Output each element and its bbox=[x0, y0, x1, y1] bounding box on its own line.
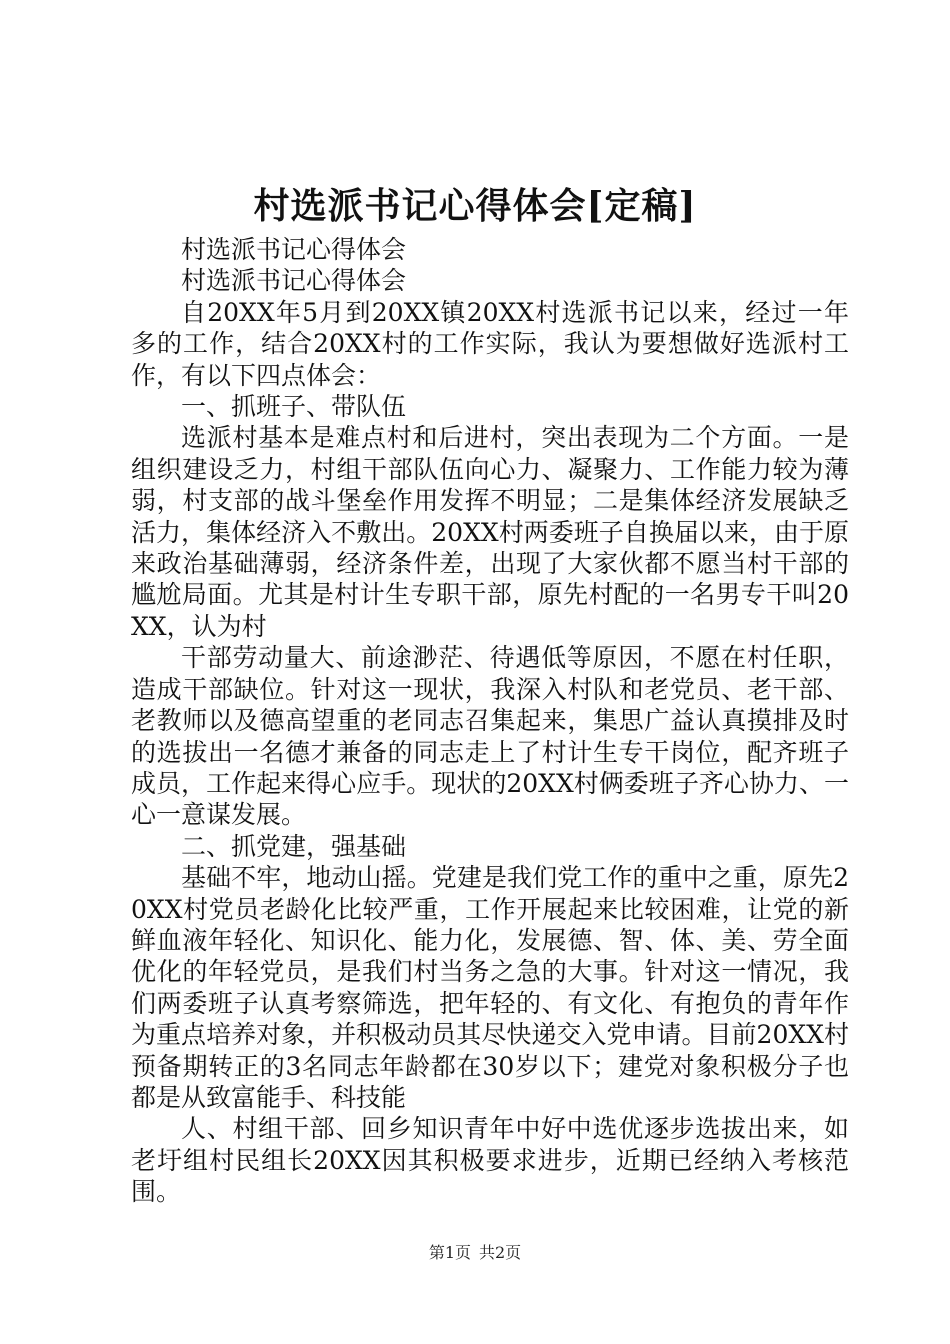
page-number-current: 第1页 bbox=[428, 1243, 471, 1262]
paragraph-section-2-b: 人、村组干部、回乡知识青年中好中选优逐步选拔出来，如老圩组村民组长20XX因其积极要求进步，近期已经纳入考核范围。 bbox=[131, 1114, 849, 1207]
page-footer bbox=[0, 1243, 950, 1263]
paragraph-section-2-a: 基础不牢，地动山摇。党建是我们党工作的重中之重，原先20XX村党员老龄化比较严重，工作开展起来比较困难，让党的新鲜血液年轻化、知识化、能力化，发展德、智、体、美、劳全面优化的年轻党员，是我们村当务之急的大事。针对这一情况，我们两委班子认真考察筛选，把年轻的、有文化、有抱负的青年作为重点培养对象，并积极动员其尽快递交入党申请。目前20XX村预备期转正的3名同志年龄都在30岁以下；建党对象积极分子也都是从致富能手、科技能 bbox=[131, 863, 849, 1112]
page-number-total: 共2页 bbox=[479, 1243, 522, 1262]
section-heading-2: 二、抓党建，强基础 bbox=[181, 831, 407, 861]
paragraph-intro: 自20XX年5月到20XX镇20XX村选派书记以来，经过一年多的工作，结合20XX村的工作实际，我认为要想做好选派村工作，有以下四点体会： bbox=[131, 297, 849, 390]
paragraph-section-1-b: 干部劳动量大、前途渺茫、待遇低等原因，不愿在村任职，造成干部缺位。针对这一现状，我深入村队和老党员、老干部、老教师以及德高望重的老同志召集起来，集思广益认真摸排及时的选拔出一名德才兼备的同志走上了村计生专干岗位，配齐班子成员，工作起来得心应手。现状的20XX村俩委班子齐心协力、一心一意谋发展。 bbox=[131, 643, 849, 830]
document-title: 村选派书记心得体会[定稿] bbox=[253, 185, 697, 227]
paragraph-subtitle-2: 村选派书记心得体会 bbox=[181, 266, 407, 296]
paragraph-subtitle-1: 村选派书记心得体会 bbox=[181, 235, 407, 264]
document-body bbox=[131, 234, 849, 1208]
paragraph-section-1-a: 选派村基本是难点村和后进村，突出表现为二个方面。一是组织建设乏力，村组干部队伍向心力、凝聚力、工作能力较为薄弱，村支部的战斗堡垒作用发挥不明显；二是集体经济发展缺乏活力，集体经济入不敷出。20XX村两委班子自换届以来，由于原来政治基础薄弱，经济条件差，出现了大家伙都不愿当村干部的尴尬局面。尤其是村计生专职干部，原先村配的一名男专干叫20XX，认为村 bbox=[131, 423, 849, 641]
section-heading-1: 一、抓班子、带队伍 bbox=[181, 392, 407, 422]
